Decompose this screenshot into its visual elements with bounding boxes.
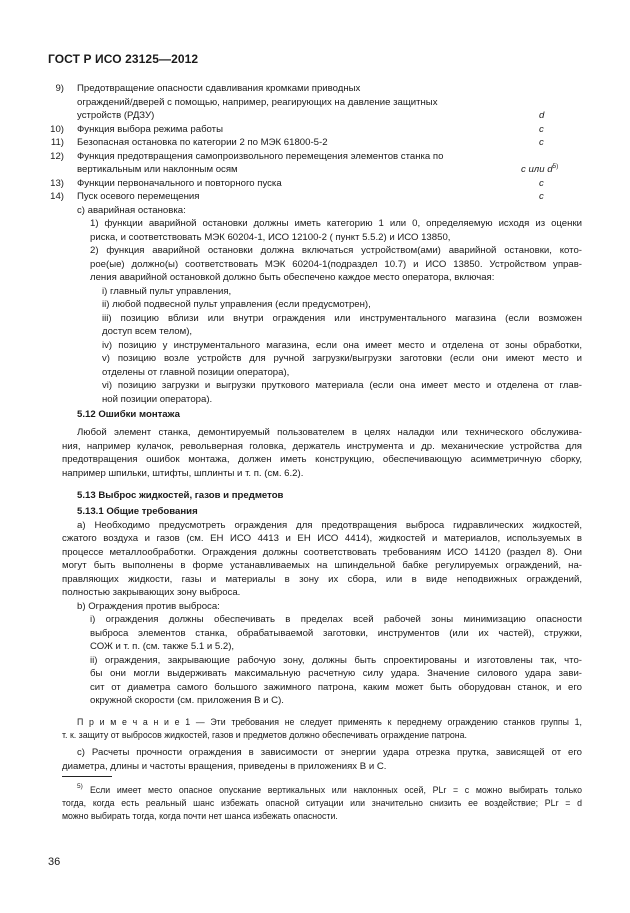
paragraph-line: полностью закрывающих зону выброса. bbox=[62, 587, 241, 598]
row-number: 13) bbox=[50, 177, 64, 189]
list-item: iv) позицию у инструментального магазина, если она имеет место и отделена от зоны обработки, bbox=[102, 339, 582, 351]
paragraph-line: предотвращения ошибок монтажа, должен иметь конструкцию, обеспечивающую асимметричную сборку, bbox=[62, 454, 582, 465]
footnote-mark: 5) bbox=[77, 783, 83, 790]
row-text: Предотвращение опасности сдавливания кромками приводных bbox=[77, 83, 361, 94]
paragraph-line: сжатого воздуха и газов (см. ЕН ИСО 4413 и ЕН ИСО 4414), жидкостей и материалов, используемых в bbox=[62, 533, 582, 544]
document-header: ГОСТ Р ИСО 23125—2012 bbox=[48, 52, 199, 66]
paragraph-line: выброса элементов станка, обрабатываемой заготовки, инструментов (или их частей), стружки, bbox=[90, 627, 582, 639]
row-level-text: c или d bbox=[521, 164, 553, 175]
footnote-line: тогда, когда есть реальный шанс избежать опасной ситуации или значительно снизить ее воздействие; PLr = d bbox=[62, 798, 582, 808]
row-text: Пуск осевого перемещения bbox=[77, 191, 200, 202]
paragraph-line: диаметра, длины и частоты вращения, приведены в приложениях В и С. bbox=[62, 760, 387, 772]
row-text: Функция выбора режима работы bbox=[77, 123, 223, 135]
row-number: 9) bbox=[55, 83, 64, 94]
paragraph-line: сит от диаметра самого большого зажимного патрона, каким может быть оборудован станок, и его bbox=[90, 681, 582, 693]
subsection-heading: 5.13.1 Общие требования bbox=[77, 506, 198, 517]
list-item: iii) позицию вблизи или внутри ограждения или инструментального магазина (если возможен bbox=[102, 312, 582, 324]
paragraph-line: могут быть выполнены в форме устанавливаемых на шпиндельной бабке регулируемых ограждений, на- bbox=[62, 560, 582, 571]
row-level: d bbox=[539, 110, 545, 121]
list-item: доступ всем телом), bbox=[102, 326, 193, 337]
paragraph-line: СОЖ и т. п. (см. также 5.1 и 5.2), bbox=[90, 641, 235, 652]
footnote-divider bbox=[62, 776, 112, 777]
row-level: c bbox=[539, 177, 544, 189]
paragraph-line: i) ограждения должны обеспечивать в пределах всей рабочей зоны минимизацию опасности bbox=[90, 614, 582, 625]
section-heading: 5.12 Ошибки монтажа bbox=[77, 409, 180, 420]
list-item: v) позицию возле устройств для ручной загрузки/выгрузки заготовки (если они имеют место и bbox=[102, 353, 582, 364]
note-line: т. к. защиту от выбросов жидкостей, газов и предметов должно обеспечивать ограждение патрона. bbox=[62, 730, 467, 740]
paragraph-line: b) Ограждения против выброса: bbox=[77, 600, 220, 612]
row-text: устройств (РДЗУ) bbox=[77, 110, 155, 121]
note-c-text: 2) функция аварийной остановки должна включаться устройством(ами) аварийной остановки, кото- bbox=[90, 245, 582, 256]
row-number: 12) bbox=[50, 150, 64, 162]
paragraph-line: например шпильки, штифты, шплинты и т. п. (см. 6.2). bbox=[62, 467, 304, 479]
paragraph-line: окружной скорости (см. приложения В и С). bbox=[90, 695, 284, 706]
paragraph-line: процессе металлообработки. Ограждения должны соответствовать требованиям ИСО 14120 (раздел 8). Они bbox=[62, 546, 582, 558]
page-number: 36 bbox=[48, 856, 61, 868]
note-c-text: ления аварийной остановкой должно быть обеспечено каждое место оператора, включая: bbox=[90, 272, 495, 283]
note-c-heading: c) аварийная остановка: bbox=[77, 204, 186, 216]
row-level: c bbox=[539, 137, 544, 148]
section-heading: 5.13 Выброс жидкостей, газов и предметов bbox=[77, 490, 284, 501]
row-level: c bbox=[539, 123, 544, 135]
paragraph-line: ния, например кулачок, револьверная головка, держатель инструмента и др. механические устройства для bbox=[62, 440, 582, 452]
list-item: ii) любой подвесной пульт управления (если предусмотрен), bbox=[102, 299, 371, 310]
note-line: П р и м е ч а н и е 1 — Эти требования не следует применять к переднему ограждению станков группы 1, bbox=[77, 717, 582, 727]
note-c-text: рое(ые) должно(ы) соответствовать МЭК 60204-1(подраздел 10.7) и ИСО 13850. Устройством управ- bbox=[90, 258, 582, 270]
row-number: 10) bbox=[50, 123, 64, 135]
note-c-text: риска, и соответствовать МЭК 60204-1, ИСО 12100-2 ( пункт 5.5.2) и ИСО 13850, bbox=[90, 231, 451, 243]
paragraph-line: бы они могли выдерживать максимальную расчетную силу удара. Значение силового удара зави- bbox=[90, 668, 582, 679]
paragraph-line: правляющих жидкости, газы и материалы в зону их сбора, или в виде неподвижных ограждений, bbox=[62, 573, 582, 585]
paragraph-line: ii) ограждения, закрывающие рабочую зону, должны быть спроектированы и изготовлены так, что- bbox=[90, 654, 582, 666]
paragraph-line: а) Необходимо предусмотреть ограждения для предотвращения выброса гидравлических жидкостей, bbox=[77, 519, 582, 531]
list-item: vi) позицию загрузки и выгрузки пруткового материала (если она имеет место и отделена от глав- bbox=[102, 380, 582, 391]
paragraph-line: с) Расчеты прочности ограждения в зависимости от энергии удара отрезка прутка, зависящей от его bbox=[77, 747, 582, 758]
row-number: 11) bbox=[50, 137, 64, 148]
row-level bbox=[521, 160, 558, 177]
paragraph-line: Любой элемент станка, демонтируемый пользователем в целях наладки или технического обслужива- bbox=[77, 427, 582, 438]
list-item: отделены от главной позиции оператора), bbox=[102, 366, 290, 378]
row-text: Функции первоначального и повторного пуска bbox=[77, 177, 282, 189]
footnote-line: можно выбирать тогда, когда почти нет шанса избежать опасности. bbox=[62, 811, 338, 821]
footnote-line: Если имеет место опасное опускание вертикальных или наклонных осей, PLr = c можно выбирать только bbox=[90, 785, 582, 795]
row-number: 14) bbox=[50, 191, 64, 202]
list-item: ной позиции оператора). bbox=[102, 393, 213, 405]
row-text: вертикальным или наклонным осям bbox=[77, 164, 238, 175]
row-level: c bbox=[539, 191, 544, 202]
note-c-text: 1) функции аварийной остановки должны иметь категорию 1 или 0, определяемую исходя из оценки bbox=[90, 218, 582, 229]
list-item: i) главный пульт управления, bbox=[102, 285, 232, 297]
row-text: ограждений/дверей с помощью, например, реагирующих на давление защитных bbox=[77, 96, 438, 108]
row-text: Безопасная остановка по категории 2 по МЭК 61800-5-2 bbox=[77, 137, 328, 148]
footnote-ref: 5) bbox=[552, 163, 559, 170]
row-text: Функция предотвращения самопроизвольного перемещения элементов станка по bbox=[77, 150, 444, 162]
